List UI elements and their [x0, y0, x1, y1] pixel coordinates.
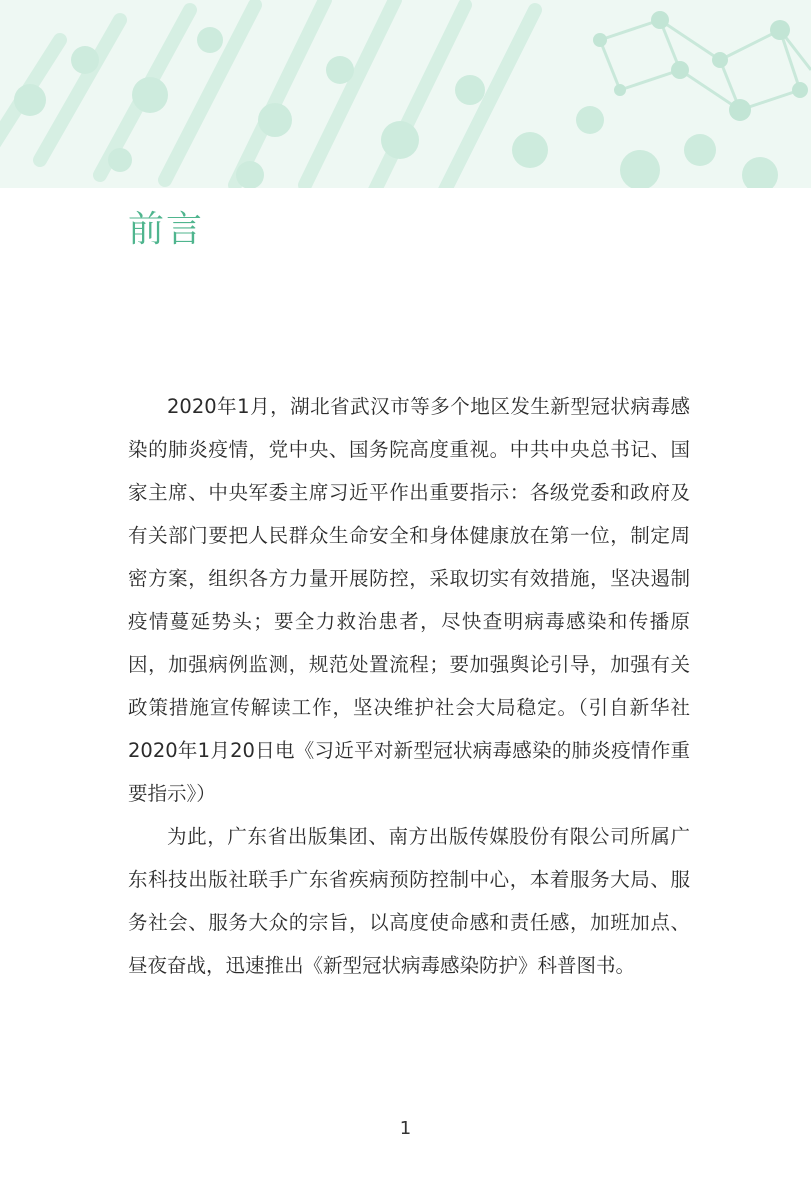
paragraph-2: 为此，广东省出版集团、南方出版传媒股份有限公司所属广东科技出版社联手广东省疾病预防控制中心，本着服务大局、服务社会、服务大众的宗旨，以高度使命感和责任感，加班加点、昼夜奋战，迅速推出《新型冠状病毒感染防护》科普图书。: [128, 825, 690, 977]
preface-body: [128, 385, 690, 987]
dna-molecule-decoration-icon: [0, 0, 811, 188]
paragraph-1: 2020年1月，湖北省武汉市等多个地区发生新型冠状病毒感染的肺炎疫情，党中央、国务院高度重视。中共中央总书记、国家主席、中央军委主席习近平作出重要指示：各级党委和政府及有关部门要把人民群众生命安全和身体健康放在第一位，制定周密方案，组织各方力量开展防控，采取切实有效措施，坚决遏制疫情蔓延势头；要全力救治患者，尽快查明病毒感染和传播原因，加强病例监测，规范处置流程；要加强舆论引导，加强有关政策措施宣传解读工作，坚决维护社会大局稳定。（引自新华社2020年1月20日电《习近平对新型冠状病毒感染的肺炎疫情作重要指示》）: [128, 395, 690, 805]
header-banner: [0, 0, 811, 188]
page-number: 1: [399, 1118, 412, 1139]
page-title: 前言: [128, 209, 205, 250]
